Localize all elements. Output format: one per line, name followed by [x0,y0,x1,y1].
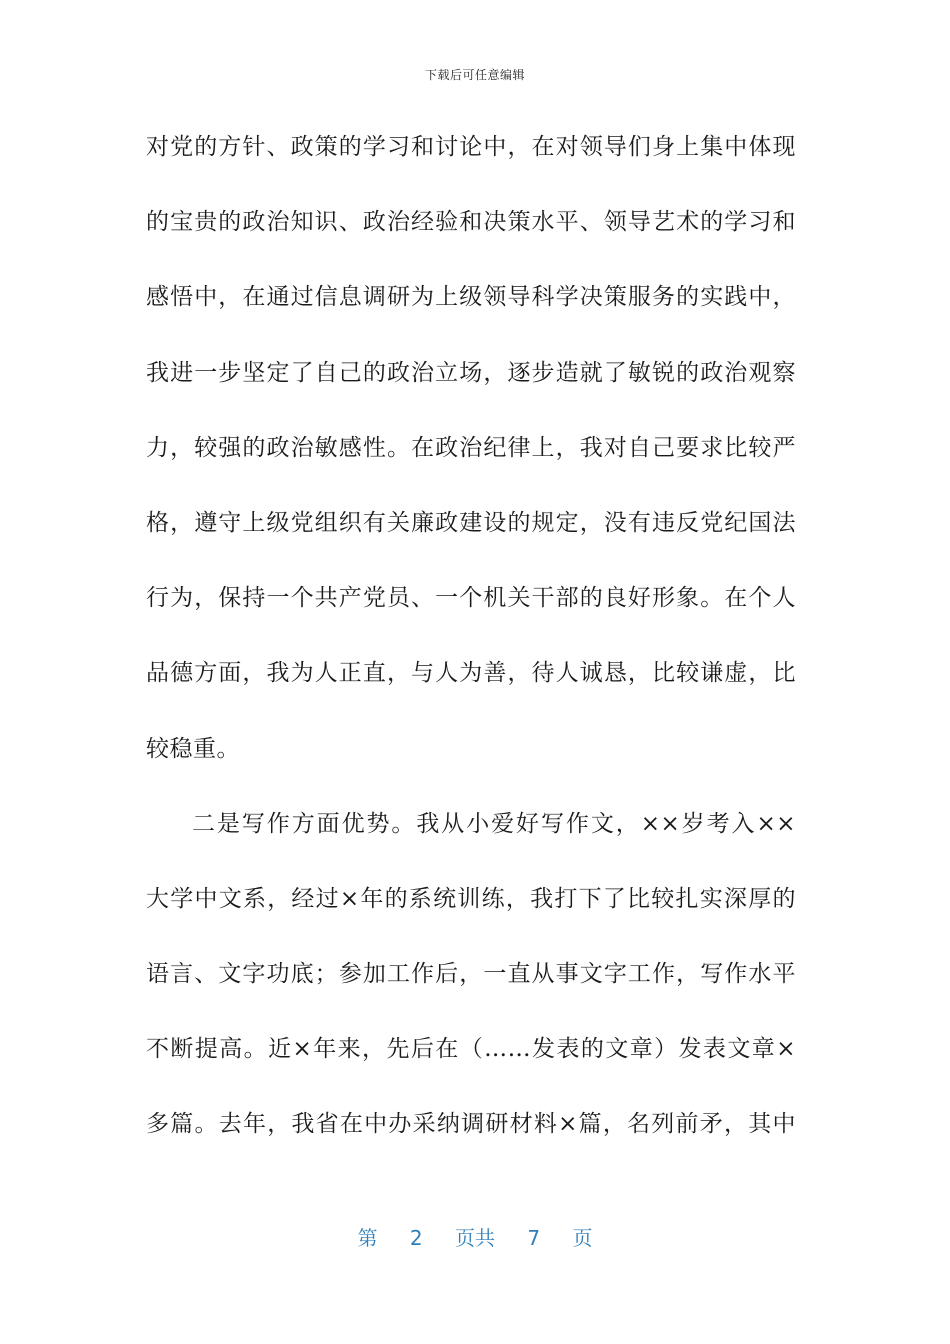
body-line: 力，较强的政治敏感性。在政治纪律上，我对自己要求比较严 [146,434,796,461]
body-line: 品德方面，我为人正直，与人为善，待人诚恳，比较谦虚，比 [146,660,796,687]
body-line: 较稳重。 [146,735,240,762]
page-header: 下载后可任意编辑 [424,68,525,82]
body-line: 对党的方针、政策的学习和讨论中，在对领导们身上集中体现 [146,134,796,160]
current-page-number: 2 [409,1226,423,1250]
body-line: 的宝贵的政治知识、政治经验和决策水平、领导艺术的学习和 [146,209,796,236]
body-line: 多篇。去年，我省在中办采纳调研材料×篇，名列前矛，其中 [146,1111,796,1138]
page-footer [0,1222,950,1251]
body-line: 大学中文系，经过×年的系统训练，我打下了比较扎实深厚的 [146,885,796,912]
footer-middle: 页共 [455,1226,495,1250]
footer-suffix: 页 [572,1226,593,1250]
document-body [146,121,796,1174]
body-line: 语言、文字功底；参加工作后，一直从事文字工作，写作水平 [146,961,796,988]
total-pages-number: 7 [527,1226,541,1250]
paragraph-start-line: 二是写作方面优势。我从小爱好写作文，××岁考入×× [192,810,796,837]
body-line: 格，遵守上级党组织有关廉政建设的规定，没有违反党纪国法 [146,509,796,536]
body-line: 不断提高。近×年来，先后在（……发表的文章）发表文章× [146,1036,796,1063]
footer-prefix: 第 [357,1226,378,1250]
body-line: 行为，保持一个共产党员、一个机关干部的良好形象。在个人 [146,585,796,612]
body-line: 我进一步坚定了自己的政治立场，逐步造就了敏锐的政治观察 [146,359,796,386]
body-line: 感悟中，在通过信息调研为上级领导科学决策服务的实践中， [146,284,796,311]
